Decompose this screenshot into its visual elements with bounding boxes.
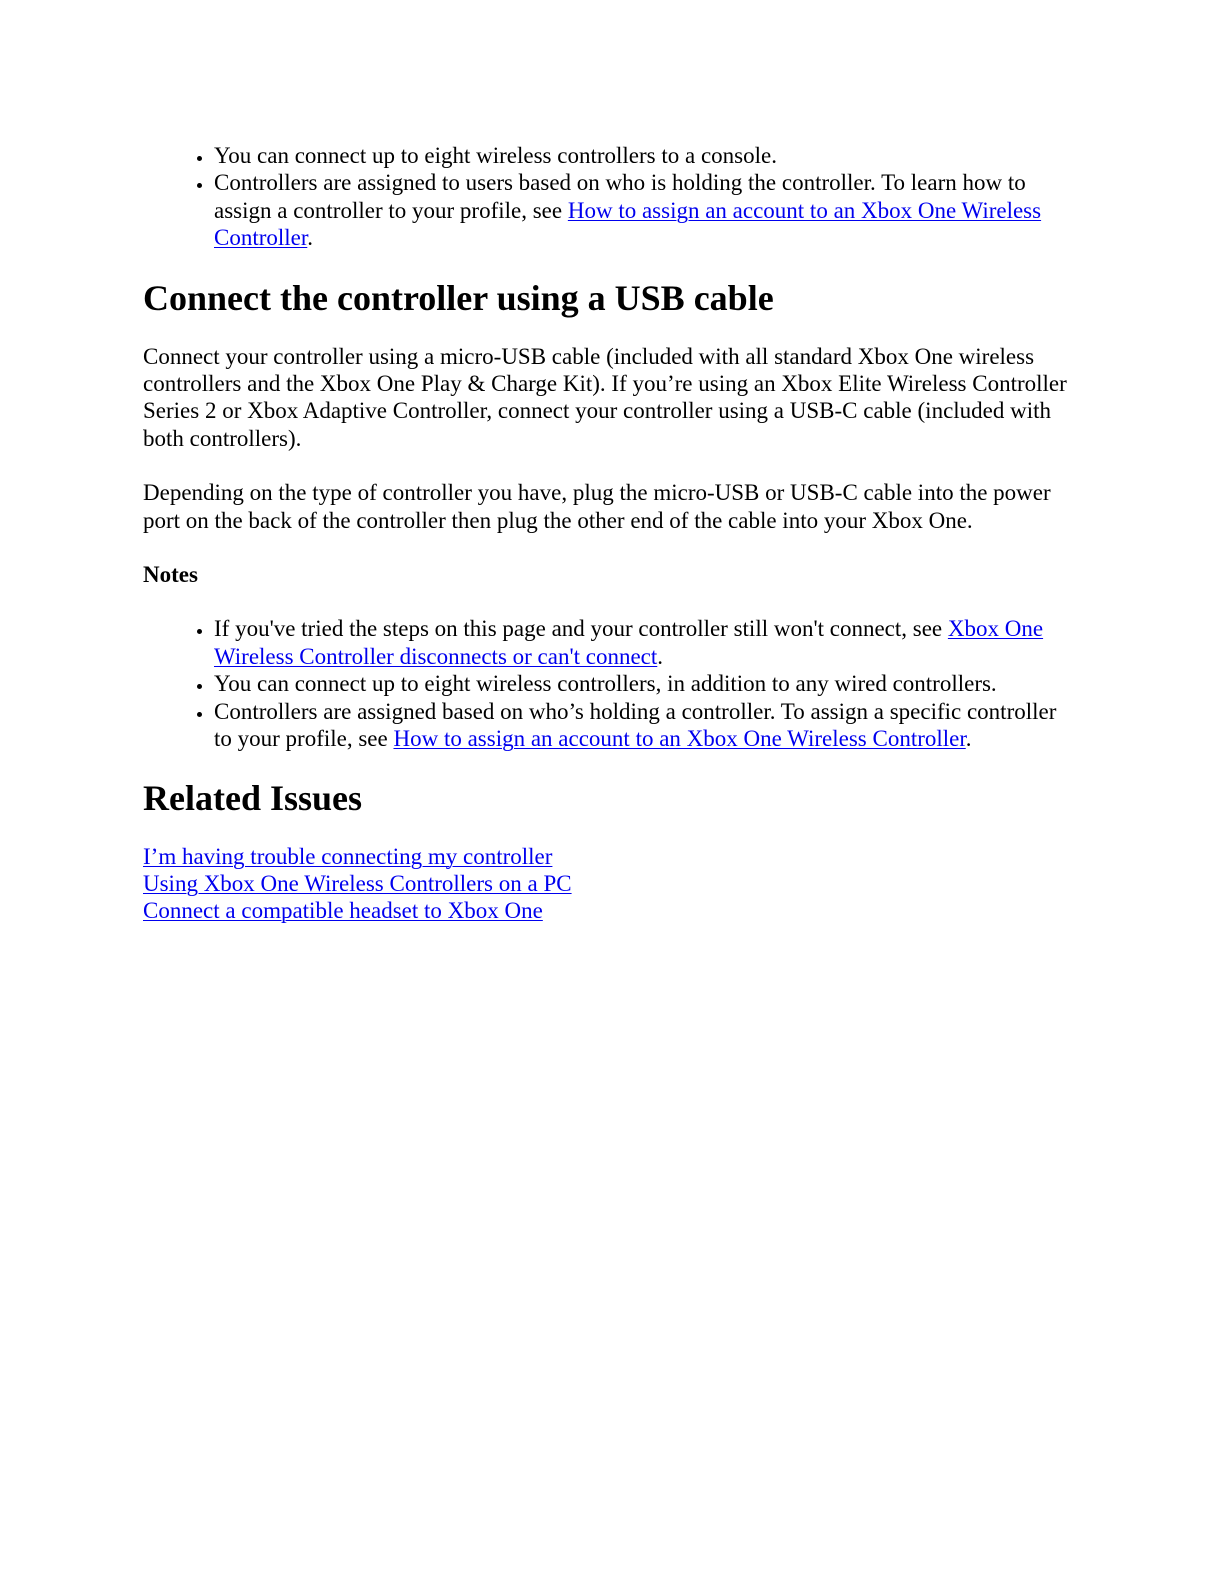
related-links-list [143, 843, 1073, 925]
list-item [214, 670, 1073, 697]
list-item-text: Controllers are assigned based on who’s holding a controller. To assign a specific controller to your profile, see [214, 698, 1057, 752]
usb-paragraph-2: Depending on the type of controller you have, plug the micro-USB or USB-C cable into the power port on the back of the controller then plug the other end of the cable into your Xbox One. [143, 480, 1051, 533]
list-item [214, 169, 1073, 251]
notes-bullet-list [143, 615, 1073, 752]
document-page [143, 142, 1073, 925]
related-link-headset[interactable]: Connect a compatible headset to Xbox One [143, 898, 543, 924]
list-item-punctuation: . [965, 726, 972, 752]
list-item-text: Controllers are assigned to users based on who is holding the controller. To learn how to assign a controller to your profile, see [214, 170, 1026, 223]
assign-account-link[interactable]: How to assign an account to an Xbox One Wireless Controller [214, 197, 1042, 251]
disconnects-link[interactable]: Xbox One Wireless Controller disconnects or can't connect [214, 616, 1044, 669]
list-item-text: If you've tried the steps on this page and your controller still won't connect, see [214, 616, 948, 642]
usb-paragraph-1: Connect your controller using a micro-USB cable (included with all standard Xbox One wireless controllers and the Xbox One Play & Charge Kit). If you’re using an Xbox Elite Wireless Controller Series 2 or Xbox Adaptive Controller, connect your controller using a USB-C cable (included with both controllers). [143, 343, 1067, 451]
list-item [214, 615, 1073, 670]
list-item-text: You can connect up to eight wireless controllers to a console. [214, 143, 777, 168]
usb-section-heading: Connect the controller using a USB cable [143, 277, 774, 318]
related-link-trouble-connecting[interactable]: I’m having trouble connecting my controller [143, 843, 553, 869]
related-issues-heading: Related Issues [143, 777, 363, 818]
assign-account-link[interactable]: How to assign an account to an Xbox One Wireless Controller [393, 726, 966, 752]
related-link-controllers-on-pc[interactable]: Using Xbox One Wireless Controllers on a PC [143, 870, 572, 896]
top-bullet-list [143, 142, 1073, 252]
notes-label: Notes [143, 562, 198, 588]
list-item-punctuation: . [657, 643, 664, 669]
list-item-text: You can connect up to eight wireless controllers, in addition to any wired controllers. [214, 671, 997, 697]
list-item-punctuation: . [307, 225, 314, 251]
list-item [214, 142, 1073, 169]
list-item [214, 698, 1073, 753]
